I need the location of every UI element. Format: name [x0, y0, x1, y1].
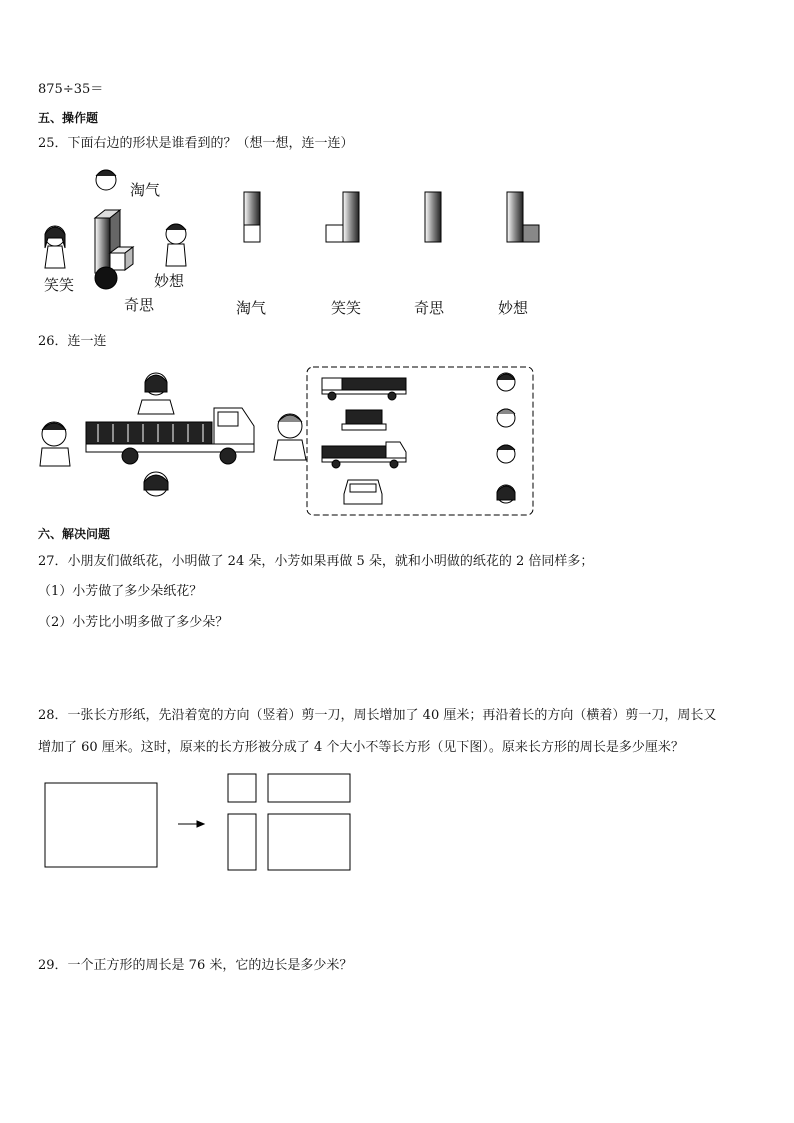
q29-text: 29．一个正方形的周长是 76 米，它的边长是多少米？	[38, 958, 353, 973]
q26-text: 26．连一连	[38, 334, 107, 349]
scene-label-xiaoxiao: 笑笑	[44, 276, 75, 294]
q28-line1: 28．一张长方形纸，先沿着宽的方向（竖着）剪一刀，周长增加了 40 厘米；再沿着长的方向（横着）剪一刀，周长又	[38, 708, 717, 723]
view-label-3: 奇思	[414, 299, 445, 317]
q28-line2: 增加了 60 厘米。这时，原来的长方形被分成了 4 个大小不等长方形（见下图）。原来长方形的周长是多少厘米？	[38, 740, 684, 755]
q28-rectangle-diagram	[44, 772, 354, 872]
q25-text: 25．下面右边的形状是谁看到的？（想一想，连一连）	[38, 136, 354, 151]
q26-truck-scene	[38, 366, 308, 514]
q25-scene-figure	[40, 168, 200, 318]
q25-views	[240, 190, 550, 250]
q27-sub1: （1）小芳做了多少朵纸花？	[38, 584, 203, 599]
view-label-4: 妙想	[498, 299, 529, 317]
scene-label-qisi: 奇思	[124, 296, 155, 314]
view-label-2: 笑笑	[331, 299, 362, 317]
top-expression: 875÷35＝	[38, 82, 104, 97]
section-6-title: 六、解决问题	[38, 527, 111, 541]
scene-label-taoqi: 淘气	[130, 181, 161, 199]
q26-matching-box	[306, 366, 534, 516]
scene-label-miaoxiang: 妙想	[154, 272, 185, 290]
q27-sub2: （2）小芳比小明多做了多少朵？	[38, 615, 229, 630]
q27-text: 27．小朋友们做纸花，小明做了 24 朵，小芳如果再做 5 朵，就和小明做的纸花的 2 倍同样多；	[38, 554, 594, 569]
section-5-title: 五、操作题	[38, 111, 99, 125]
view-label-1: 淘气	[236, 299, 267, 317]
